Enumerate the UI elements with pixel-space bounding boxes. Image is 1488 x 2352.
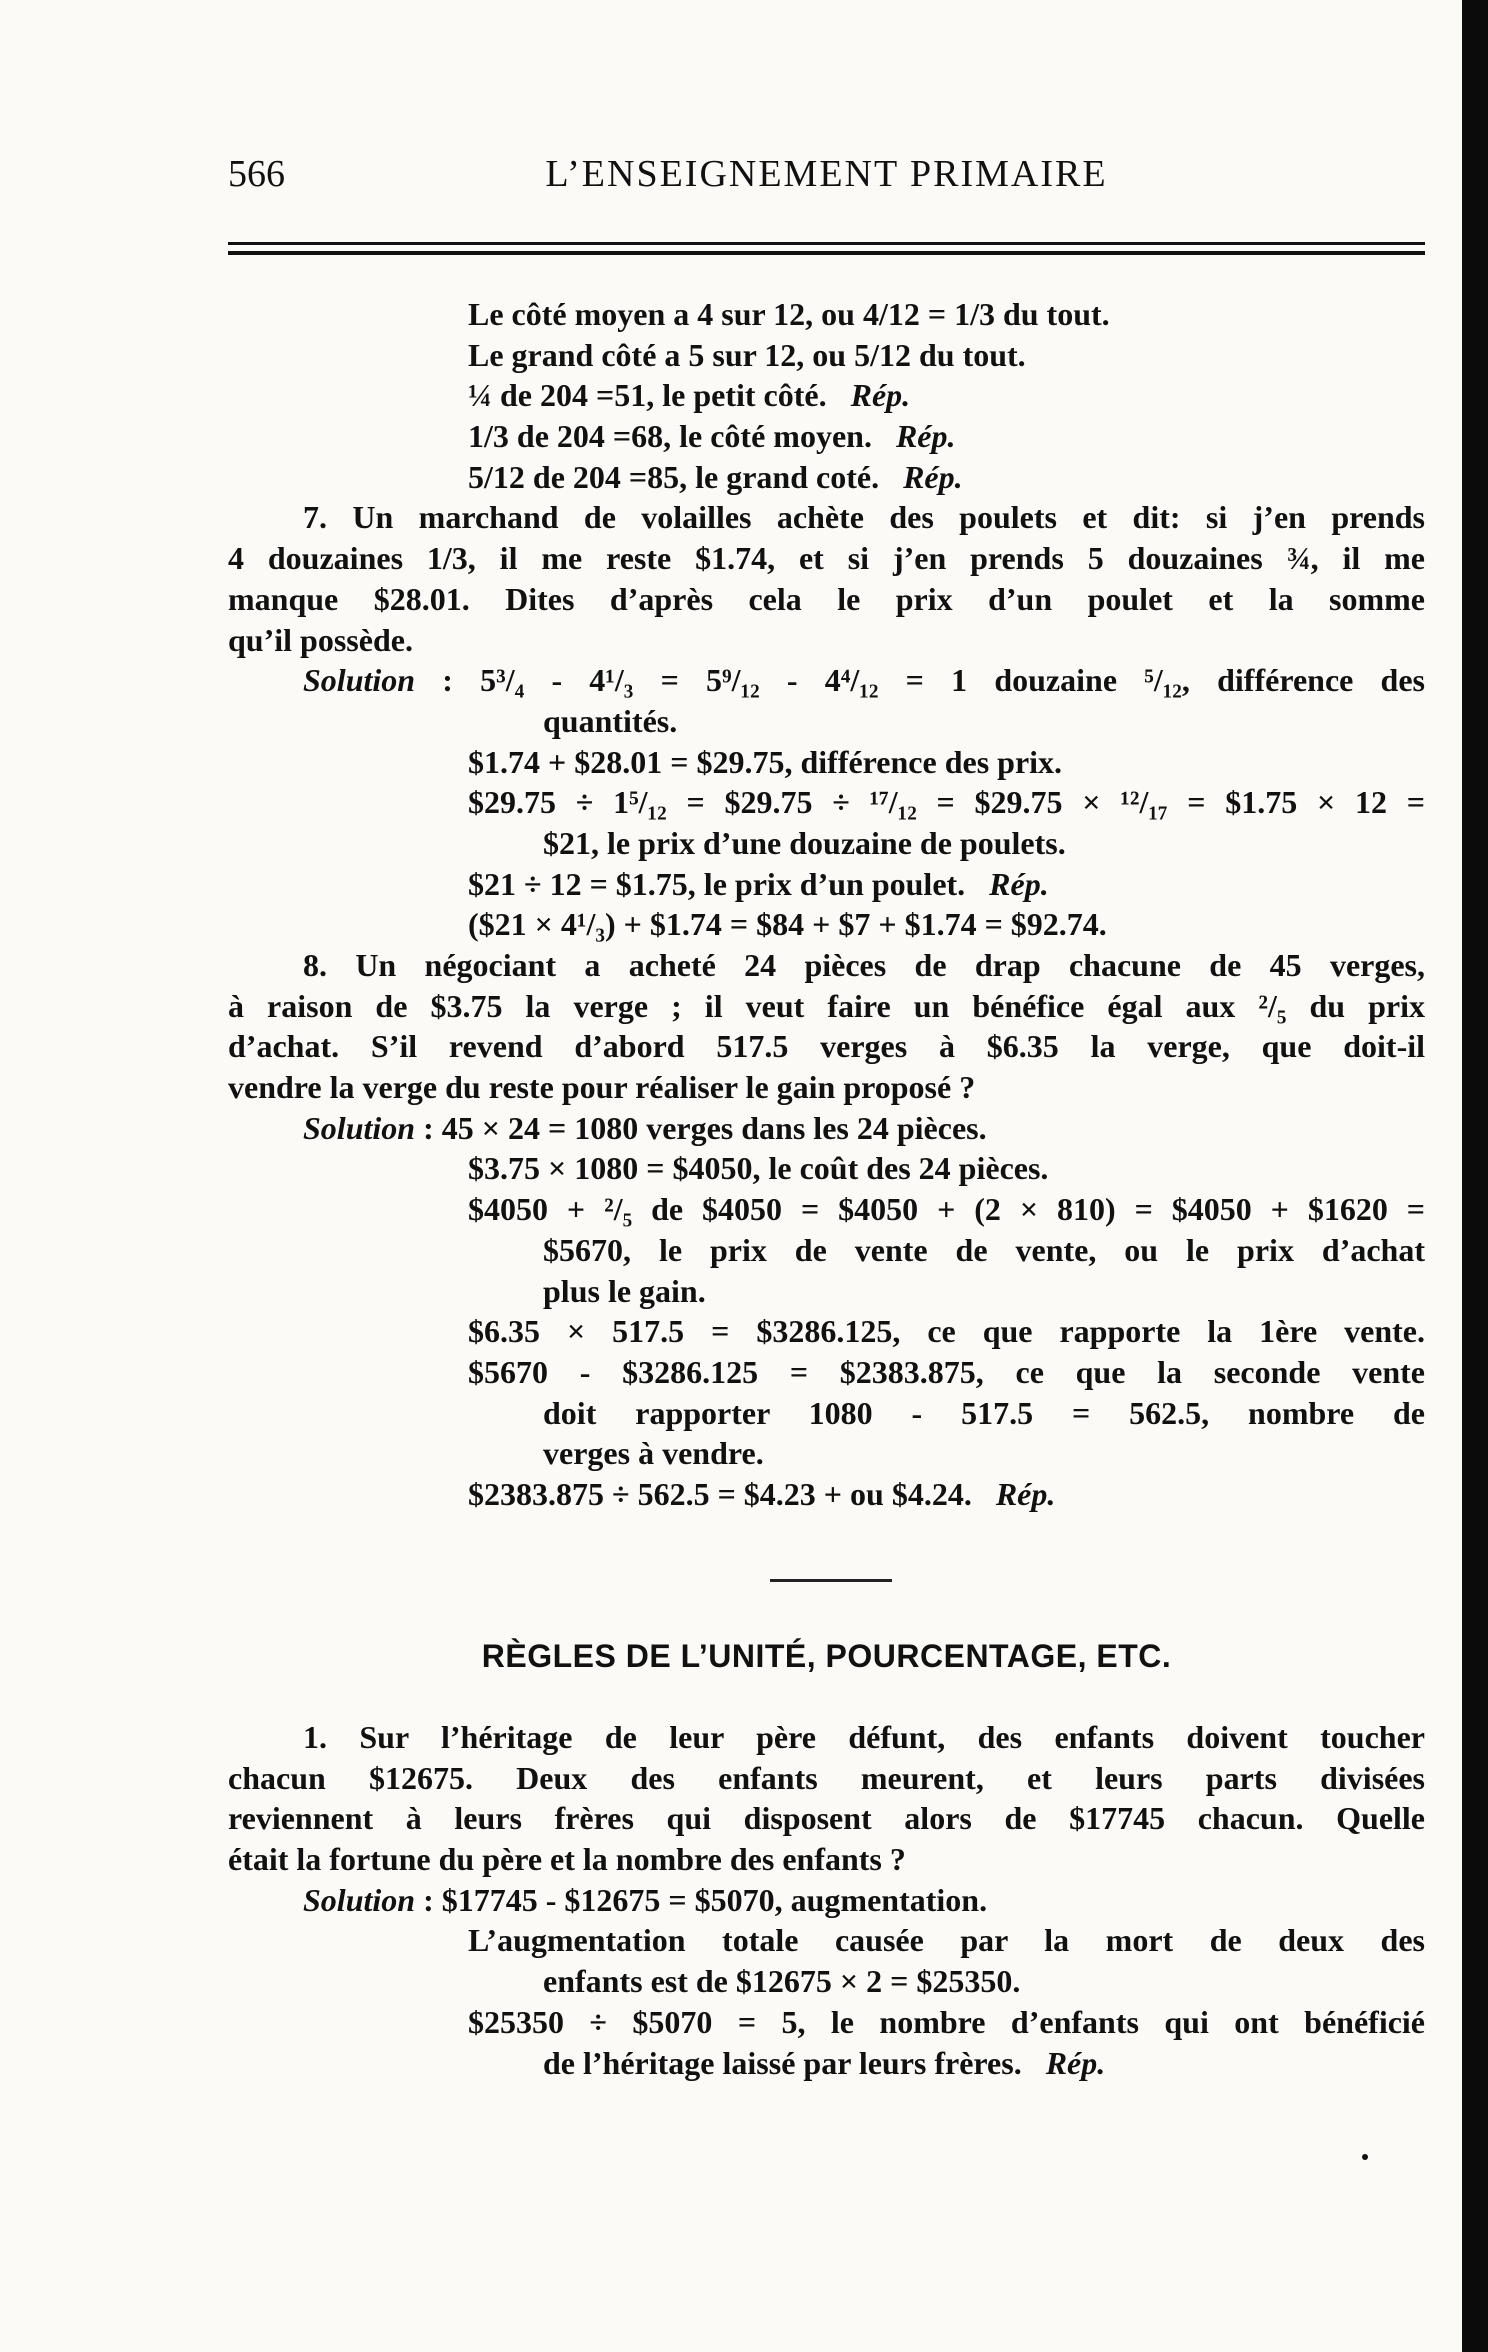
solution-label: Solution (303, 1109, 416, 1146)
solution-label: Solution (303, 1881, 416, 1918)
solution-8-line: doit rapporter 1080 - 517.5 = 562.5, nombre de (543, 1394, 1425, 1431)
rep-label: Rép. (903, 458, 963, 495)
solution-1-line: $25350 ÷ $5070 = 5, le nombre d’enfants qui ont bénéficié (468, 2003, 1425, 2040)
solution-8-line: $5670 - $3286.125 = $2383.875, ce que la seconde vente (468, 1353, 1425, 1390)
solution-7-line: $21, le prix d’une douzaine de poulets. (543, 824, 1066, 861)
scan-border (1462, 0, 1488, 2352)
problem-7-line: manque $28.01. Dites d’après cela le prix d’un poulet et la somme (228, 580, 1425, 617)
text-line: Le grand côté a 5 sur 12, ou 5/12 du tout. (468, 336, 1026, 373)
rep-label: Rép. (895, 418, 956, 455)
problem-1-line: 1. Sur l’héritage de leur père défunt, des enfants doivent toucher (303, 1719, 1425, 1755)
page-number: 566 (228, 153, 285, 195)
section-separator (770, 1579, 892, 1582)
solution-7-line: ($21 × 4¹/₃) + $1.74 = $84 + $7 + $1.74 = $92.74. (468, 906, 1107, 943)
solution-label: Solution (303, 662, 416, 699)
solution-1-line: de l’héritage laissé par leurs frères. Rép. (543, 2044, 1106, 2081)
page-header (228, 152, 1425, 212)
solution-8-line: $4050 + ²/₅ de $4050 = $4050 + (2 × 810) = $4050 + $1620 = (468, 1191, 1425, 1228)
problem-7-line: qu’il possède. (228, 621, 413, 658)
text-line: 5/12 de 204 =85, le grand coté. Rép. (468, 458, 963, 495)
problem-8-line: à raison de $3.75 la verge ; il veut faire un bénéfice égal aux ²/₅ du prix (228, 987, 1425, 1024)
solution-7-line: $21 ÷ 12 = $1.75, le prix d’un poulet. Rép. (468, 865, 1049, 902)
problem-8-line: vendre la verge du reste pour réaliser le gain proposé ? (228, 1069, 976, 1106)
text-line: ¼ de 204 =51, le petit côté. Rép. (468, 377, 911, 414)
solution-7-line: $29.75 ÷ 1⁵/₁₂ = $29.75 ÷ ¹⁷/₁₂ = $29.75 × ¹²/₁₇ = $1.75 × 12 = (468, 784, 1425, 821)
text-line: 1/3 de 204 =68, le côté moyen. Rép. (468, 418, 956, 455)
rep-label: Rép. (1045, 2044, 1106, 2081)
header-rule-bottom (228, 251, 1425, 255)
problem-1-line: était la fortune du père et la nombre des enfants ? (228, 1841, 906, 1878)
solution-8-line: Solution : 45 × 24 = 1080 verges dans les 24 pièces. (303, 1109, 987, 1146)
solution-1-line: enfants est de $12675 × 2 = $25350. (543, 1963, 1021, 2000)
rep-label: Rép. (995, 1475, 1056, 1512)
solution-8-line: $6.35 × 517.5 = $3286.125, ce que rapporte la 1ère vente. (468, 1313, 1425, 1350)
problem-7-line: 4 douzaines 1/3, il me reste $1.74, et si j’en prends 5 douzaines ¾, il me (228, 540, 1425, 577)
solution-7-line: quantités. (543, 702, 678, 739)
solution-7-line: Solution : 5³/₄ - 4¹/₃ = 5⁹/₁₂ - 4⁴/₁₂ = 1 douzaine ⁵/₁₂, différence des (303, 662, 1426, 699)
running-title: L’ENSEIGNEMENT PRIMAIRE (545, 153, 1108, 195)
text-line: Le côté moyen a 4 sur 12, ou 4/12 = 1/3 du tout. (468, 296, 1110, 332)
solution-1-line: L’augmentation totale causée par la mort de deux des (468, 1922, 1425, 1959)
print-speck (1362, 2154, 1368, 2160)
problem-7-line: 7. Un marchand de volailles achète des poulets et dit: si j’en prends (303, 499, 1425, 536)
solution-7-line: $1.74 + $28.01 = $29.75, différence des prix. (468, 743, 1063, 780)
problem-8-line: 8. Un négociant a acheté 24 pièces de drap chacune de 45 verges, (303, 947, 1425, 983)
solution-1-line: Solution : $17745 - $12675 = $5070, augmentation. (303, 1881, 988, 1918)
header-rule-top (228, 242, 1425, 245)
problem-1-line: reviennent à leurs frères qui disposent alors de $17745 chacun. Quelle (228, 1800, 1425, 1837)
section-title: RÈGLES DE L’UNITÉ, POURCENTAGE, ETC. (481, 1638, 1172, 1674)
solution-8-line: plus le gain. (543, 1272, 706, 1309)
section-text (228, 1717, 1425, 2083)
problem-8-line: d’achat. S’il revend d’abord 517.5 verges à $6.35 la verge, que doit-il (228, 1028, 1425, 1065)
rep-label: Rép. (850, 377, 911, 414)
solution-8-line: $2383.875 ÷ 562.5 = $4.23 + ou $4.24. Rép. (468, 1475, 1056, 1512)
main-text (228, 294, 1425, 1515)
solution-8-line: $5670, le prix de vente de vente, ou le prix d’achat (543, 1231, 1425, 1268)
rep-label: Rép. (989, 865, 1049, 902)
solution-8-line: $3.75 × 1080 = $4050, le coût des 24 pièces. (468, 1150, 1049, 1187)
solution-8-line: verges à vendre. (543, 1435, 764, 1472)
problem-1-line: chacun $12675. Deux des enfants meurent, et leurs parts divisées (228, 1759, 1425, 1796)
